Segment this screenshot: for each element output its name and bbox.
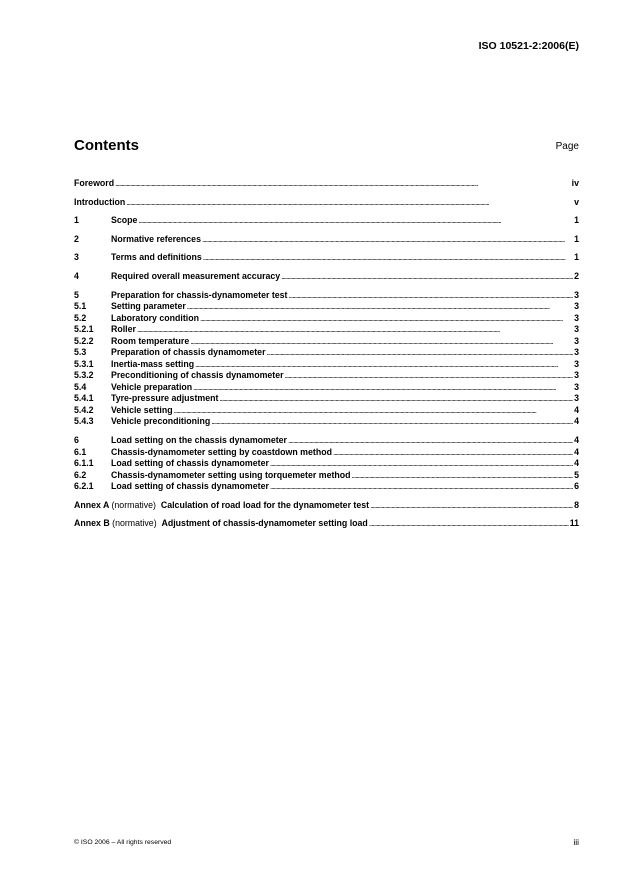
dot-leader	[267, 347, 574, 359]
toc-entry-page: 4	[574, 404, 579, 415]
toc-entry[interactable]	[74, 197, 579, 209]
dot-leader	[200, 313, 573, 325]
dot-leader	[193, 382, 573, 394]
dot-leader	[219, 393, 573, 405]
toc-entry-number: 5	[74, 289, 79, 300]
toc-entry[interactable]	[74, 518, 579, 530]
dot-leader	[203, 252, 573, 264]
toc-entry-number: 5.1	[74, 301, 87, 311]
toc-entry-title	[74, 518, 368, 530]
toc-entry-page: iv	[571, 178, 579, 188]
dot-leader	[195, 359, 573, 371]
dot-leader	[288, 290, 573, 302]
toc-entry-title: Normative references	[111, 233, 201, 244]
toc-entry-page: 3	[574, 347, 579, 357]
toc-entry-page: 3	[574, 335, 579, 346]
toc-entry[interactable]	[74, 301, 579, 313]
toc-entry-number: 6.1	[74, 446, 87, 457]
toc-entry-number: 5.2.2	[74, 335, 94, 346]
toc-entry-page: 3	[574, 393, 579, 403]
toc-entry-number: 5.4	[74, 381, 87, 392]
dot-leader	[202, 234, 573, 246]
toc-entry-page: 1	[574, 252, 579, 262]
toc-entry-title: Chassis-dynamometer setting using torquemeter method	[111, 469, 351, 480]
toc-entry[interactable]	[74, 271, 579, 283]
toc-entry-title: Tyre-pressure adjustment	[111, 393, 219, 403]
page-number: iii	[573, 837, 579, 847]
toc-entry-page: 5	[574, 469, 579, 480]
toc-entry-title: Load setting of chassis dynamometer	[111, 481, 269, 491]
toc-entry-page: 11	[569, 518, 579, 528]
dot-leader	[211, 416, 573, 428]
annex-label: Annex A	[74, 499, 110, 510]
toc-entry-number: 6.2	[74, 469, 87, 480]
toc-spacer	[74, 245, 579, 252]
toc-entry[interactable]	[74, 215, 579, 227]
toc-entry-title: Foreword	[74, 178, 115, 188]
toc-entry-title: Vehicle preparation	[111, 381, 193, 392]
toc-spacer	[74, 264, 579, 271]
dot-leader	[126, 197, 573, 209]
toc-entry[interactable]	[74, 324, 579, 336]
toc-entry[interactable]	[74, 458, 579, 470]
dot-leader	[369, 518, 569, 530]
toc-entry-title: Load setting of chassis dynamometer	[111, 458, 269, 468]
toc-entry-number: 5.3.2	[74, 370, 94, 380]
toc-entry-number: 5.3.1	[74, 358, 94, 369]
toc-entry[interactable]	[74, 234, 579, 246]
toc-entry[interactable]	[74, 347, 579, 359]
toc-entry-title: Preparation of chassis dynamometer	[111, 347, 266, 357]
toc-entry-page: 4	[574, 446, 579, 457]
toc-entry-page: 3	[574, 289, 579, 300]
dot-leader	[352, 470, 574, 482]
document-id: ISO 10521-2:2006(E)	[478, 40, 579, 52]
toc-entry-title: Terms and definitions	[111, 252, 202, 262]
toc-entry-page: 3	[574, 324, 579, 334]
toc-entry-title: Introduction	[74, 196, 126, 207]
dot-leader	[138, 215, 573, 227]
toc-entry[interactable]	[74, 481, 579, 493]
toc-spacer	[74, 208, 579, 215]
toc-entry-number: 5.4.2	[74, 404, 94, 415]
toc-entry-number: 5.4.1	[74, 393, 94, 403]
toc-entry[interactable]	[74, 393, 579, 405]
toc-entry-title: Preparation for chassis-dynamometer test	[111, 289, 288, 300]
dot-leader	[270, 458, 573, 470]
toc-spacer	[74, 493, 579, 500]
toc-entry-page: 3	[574, 370, 579, 380]
page-column-label: Page	[555, 141, 579, 152]
dot-leader	[115, 178, 571, 190]
annex-title: Adjustment of chassis-dynamometer setting load	[161, 518, 368, 528]
toc-entry-title: Load setting on the chassis dynamometer	[111, 435, 287, 445]
toc-spacer	[74, 190, 579, 197]
toc-entry-page: 3	[574, 301, 579, 311]
toc-entry[interactable]	[74, 370, 579, 382]
annex-title: Calculation of road load for the dynamometer test	[160, 499, 370, 510]
toc-entry-number: 5.2	[74, 312, 87, 323]
toc-entry[interactable]	[74, 416, 579, 428]
toc-entry-page: 2	[574, 270, 579, 281]
toc-entry-page: 3	[574, 381, 579, 392]
toc-entry-number: 5.2.1	[74, 324, 94, 334]
annex-type: (normative)	[111, 499, 156, 510]
toc-entry-title: Vehicle setting	[111, 404, 173, 415]
toc-entry-title: Vehicle preconditioning	[111, 416, 211, 426]
toc-entry-number: 6.1.1	[74, 458, 94, 468]
dot-leader	[333, 447, 573, 459]
toc-entry-page: 4	[574, 416, 579, 426]
dot-leader	[288, 435, 573, 447]
dot-leader	[281, 271, 573, 283]
contents-heading: Contents	[74, 137, 139, 154]
toc-entry-number: 6.2.1	[74, 481, 94, 491]
dot-leader	[285, 370, 574, 382]
dot-leader	[370, 500, 573, 512]
toc-entry-page: 4	[574, 435, 579, 445]
toc-entry-page: 3	[574, 312, 579, 323]
toc-entry-number: 5.3	[74, 347, 87, 357]
toc-entry-number: 6	[74, 435, 79, 445]
toc-entry-page: 8	[574, 499, 579, 510]
dot-leader	[270, 481, 573, 493]
annex-label: Annex B	[74, 518, 110, 528]
toc-entry[interactable]	[74, 447, 579, 459]
toc-spacer	[74, 282, 579, 290]
toc-entry-page: 1	[574, 215, 579, 225]
toc-entry-title: Chassis-dynamometer setting by coastdown method	[111, 446, 332, 457]
toc-entry-title: Required overall measurement accuracy	[111, 270, 281, 281]
toc-entry-number: 5.4.3	[74, 416, 94, 426]
dot-leader	[187, 301, 573, 313]
toc-entry-title: Preconditioning of chassis dynamometer	[111, 370, 284, 380]
dot-leader	[137, 324, 573, 336]
toc-spacer	[74, 227, 579, 234]
toc-entry-title: Scope	[111, 215, 138, 225]
toc-spacer	[74, 428, 579, 436]
toc-entry[interactable]	[74, 405, 579, 417]
table-of-contents	[74, 178, 579, 530]
toc-entry-title: Laboratory condition	[111, 312, 199, 323]
toc-entry-number: 3	[74, 252, 79, 262]
toc-entry[interactable]	[74, 500, 579, 512]
toc-entry-title: Setting parameter	[111, 301, 186, 311]
toc-entry-title: Inertia-mass setting	[111, 358, 195, 369]
toc-entry-title: Roller	[111, 324, 136, 334]
toc-entry-page: 1	[574, 233, 579, 244]
dot-leader	[174, 405, 573, 417]
toc-entry[interactable]	[74, 313, 579, 325]
toc-entry-page: 6	[574, 481, 579, 491]
toc-entry-title	[74, 500, 369, 512]
toc-entry-page: 4	[574, 458, 579, 468]
toc-spacer	[74, 511, 579, 518]
toc-entry-page: 3	[574, 358, 579, 369]
annex-type: (normative)	[112, 518, 157, 528]
toc-entry[interactable]	[74, 290, 579, 302]
toc-entry-page: v	[574, 196, 579, 207]
dot-leader	[190, 336, 573, 348]
toc-entry-number: 4	[74, 270, 79, 281]
toc-entry[interactable]	[74, 382, 579, 394]
toc-entry[interactable]	[74, 470, 579, 482]
toc-entry-number: 1	[74, 215, 79, 225]
toc-entry-title: Room temperature	[111, 335, 190, 346]
toc-entry-number: 2	[74, 233, 79, 244]
toc-entry[interactable]	[74, 336, 579, 348]
toc-entry[interactable]	[74, 435, 579, 447]
toc-entry[interactable]	[74, 359, 579, 371]
toc-entry[interactable]	[74, 252, 579, 264]
copyright-notice: © ISO 2006 – All rights reserved	[74, 839, 172, 846]
toc-entry[interactable]	[74, 178, 579, 190]
